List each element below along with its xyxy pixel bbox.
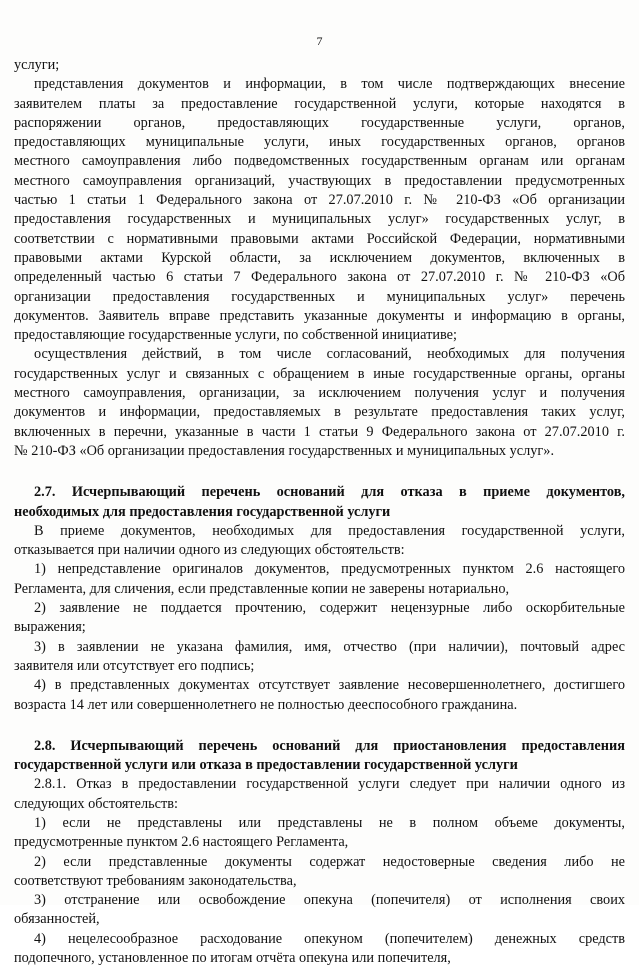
text-line: документов. Заявитель вправе представить указанные документы и информацию в органы, — [14, 307, 625, 324]
text-line: правовыми актами Курской области, за исключением документов, включенных в — [14, 249, 625, 266]
text-line: № 210-ФЗ «Об организации предоставления государственных и муниципальных услуг». — [14, 442, 555, 459]
text-line: Регламента, для сличения, если представленные копии не заверены нотариально, — [14, 580, 510, 597]
paragraph — [14, 638, 625, 677]
text-line: 2) если представленные документы содержат недостоверные сведения либо не — [34, 853, 625, 870]
text-line: соответствии с нормативными правовыми актами Российской Федерации, нормативными — [14, 230, 625, 247]
text-line: 2.7. Исчерпывающий перечень оснований для отказа в приеме документов, — [34, 484, 625, 501]
text-line: осуществления действий, в том числе согласований, необходимых для получения — [34, 346, 625, 363]
paragraph — [14, 891, 625, 930]
text-line: заявителя или отсутствует его подпись; — [14, 657, 255, 674]
text-line: частью 1 статьи 1 Федерального закона от 27.07.2010 г. № 210-ФЗ «Об организации — [14, 192, 625, 209]
text-line: подопечного, установленное по итогам отчёта опекуна или попечителя, — [14, 950, 451, 967]
text-line: 4) нецелесообразное расходование опекуном (попечителем) денежных средств — [34, 930, 625, 947]
text-line: 2.8.1. Отказ в предоставлении государственной услуги следует при наличии одного из — [34, 776, 625, 793]
text-line: соответствуют требованиям законодательства, — [14, 872, 297, 889]
text-line: 3) отстранение или освобождение опекуна (попечителя) от исполнения своих — [34, 892, 625, 909]
text-line: предоставляющие государственные услуги, по собственной инициативе; — [14, 327, 457, 344]
text-line: услуги; — [14, 57, 60, 73]
paragraph — [14, 56, 625, 75]
section-gap — [14, 715, 625, 737]
paragraph — [14, 75, 625, 345]
text-line: отказывается при наличии одного из следующих обстоятельств: — [14, 542, 405, 559]
text-line: следующих обстоятельств: — [14, 795, 178, 812]
text-line: местного самоуправления либо подведомственных государственным органам или органам — [14, 153, 625, 170]
text-line: распоряжении органов, предоставляющих государственные услуги, органов, — [14, 114, 625, 131]
text-line: заявителем платы за предоставление государственной услуги, которые находятся в — [14, 95, 625, 112]
text-line: представления документов и информации, в том числе подтверждающих внесение — [34, 76, 625, 93]
text-line: предоставления государственных и муниципальных услуг» государственных услуг, в — [14, 211, 625, 228]
paragraph — [14, 560, 625, 599]
text-line: 2) заявление не поддается прочтению, содержит нецензурные либо оскорбительные — [34, 600, 625, 617]
text-line: местного самоуправления, организации, за исключением получения услуг и получения — [14, 385, 625, 402]
page-number: 7 — [316, 34, 323, 48]
text-line: В приеме документов, необходимых для предоставления государственной услуги, — [34, 522, 625, 539]
text-line: 1) непредставление оригиналов документов, предусмотренных пунктом 2.6 настоящего — [34, 561, 625, 578]
text-line: 3) в заявлении не указана фамилия, имя, отчество (при наличии), почтовый адрес — [34, 638, 625, 655]
section-gap — [14, 461, 625, 483]
text-line: включенных в перечни, указанные в части 1 статьи 9 Федерального закона от 27.07.2010 г. — [14, 423, 625, 440]
paragraph — [14, 599, 625, 638]
paragraph — [14, 345, 625, 461]
text-line: 4) в представленных документах отсутствует заявление несовершеннолетнего, достигшего — [34, 677, 625, 694]
text-line: определенный частью 6 статьи 7 Федерального закона от 27.07.2010 г. № 210-ФЗ «Об — [14, 269, 625, 286]
text-line: местного самоуправления организаций, участвующих в предоставлении предусмотренных — [14, 172, 625, 189]
text-line: документов и информации, предоставляемых в результате предоставления таких услуг, — [14, 404, 625, 421]
paragraph — [14, 853, 625, 892]
text-line: государственной услуги или отказа в предоставлении государственной услуги — [14, 757, 518, 774]
text-line: возраста 14 лет или совершеннолетнего не полностью дееспособного гражданина. — [14, 696, 518, 713]
text-line: государственных услуг и связанных с обращением в иные государственные органы, органы — [14, 365, 625, 382]
text-line: предусмотренные пунктом 2.6 настоящего Регламента, — [14, 834, 349, 851]
text-line: выражения; — [14, 619, 86, 636]
text-line: 1) если не представлены или представлены не в полном объеме документы, — [34, 814, 625, 831]
document-body — [14, 56, 625, 968]
paragraph — [14, 814, 625, 853]
text-line: необходимых для предоставления государственной услуги — [14, 503, 391, 520]
text-line: обязанностей, — [14, 911, 100, 928]
text-line: организации предоставления государственных и муниципальных услуг» перечень — [14, 288, 625, 305]
text-line: 2.8. Исчерпывающий перечень оснований для приостановления предоставления — [34, 737, 625, 754]
paragraph — [14, 676, 625, 715]
section-heading — [14, 483, 625, 522]
section-heading — [14, 737, 625, 776]
paragraph — [14, 775, 625, 814]
paragraph — [14, 522, 625, 561]
text-line: предоставляющих муниципальные услуги, иных государственных органов, органов — [14, 134, 625, 151]
paragraph — [14, 930, 625, 968]
